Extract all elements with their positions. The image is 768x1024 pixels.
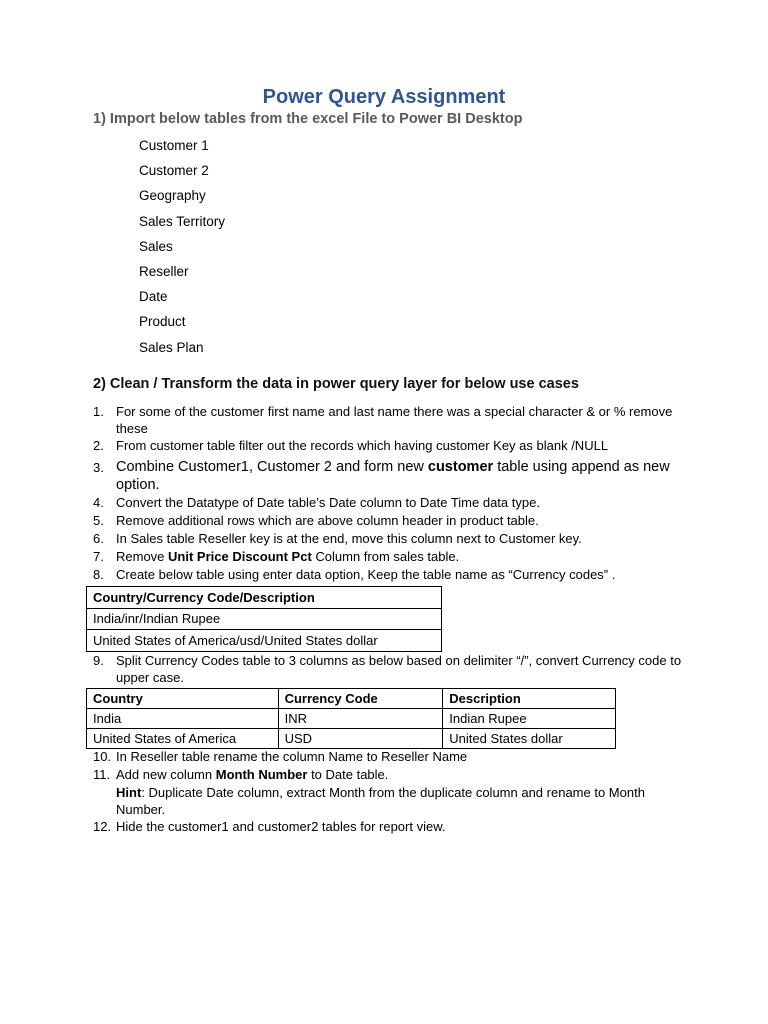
section2-heading: 2) Clean / Transform the data in power query layer for below use cases xyxy=(93,376,579,392)
item-text: Combine Customer1, Customer 2 and form new customer table using append as new option. xyxy=(116,459,670,493)
item-text: Create below table using enter data option, Keep the table name as “Currency codes” . xyxy=(116,567,616,582)
item-number: 6. xyxy=(93,531,104,546)
currency-codes-table xyxy=(86,586,442,652)
table-cell: Indian Rupee xyxy=(443,709,616,729)
item-number: 7. xyxy=(93,549,104,564)
table-row xyxy=(87,630,442,652)
item-number: 4. xyxy=(93,495,104,510)
list-item: Sales Territory xyxy=(139,213,226,229)
table-cell: USD xyxy=(278,729,443,749)
item-number: 12. xyxy=(93,819,112,834)
item-text: Remove additional rows which are above column header in product table. xyxy=(116,513,539,528)
item-number: 11. xyxy=(93,767,111,782)
item-text: Add new column Month Number to Date table. xyxy=(116,767,389,782)
hint-text: Hint: Duplicate Date column, extract Month from the duplicate column and rename to Month Number. xyxy=(116,785,645,817)
hint-label: Hint xyxy=(116,785,142,800)
item-text: In Reseller table rename the column Name to Reseller Name xyxy=(116,749,468,764)
item-text: In Sales table Reseller key is at the end, move this column next to Customer key. xyxy=(116,531,582,546)
item-text: Remove Unit Price Discount Pct Column from sales table. xyxy=(116,549,460,564)
item-text: For some of the customer first name and last name there was a special character & or % remove these xyxy=(116,404,673,436)
list-item: Geography xyxy=(139,188,206,204)
item-text: Hide the customer1 and customer2 tables for report view. xyxy=(116,819,446,834)
list-item: Sales xyxy=(139,238,173,254)
list-item: Sales Plan xyxy=(139,339,204,355)
item-number: 3. xyxy=(93,460,104,475)
customer-table-name: customer xyxy=(427,459,494,475)
table-row xyxy=(87,608,442,630)
split-currency-table xyxy=(86,688,616,749)
table-cell: INR xyxy=(278,709,443,729)
list-item: Customer 1 xyxy=(139,138,209,153)
section1-heading: 1) Import below tables from the excel File to Power BI Desktop xyxy=(93,111,523,127)
item-text: From customer table filter out the records which having customer Key as blank /NULL xyxy=(116,438,609,453)
item-number: 10. xyxy=(93,749,112,764)
table-cell: United States dollar xyxy=(443,729,616,749)
table-header-cell: Description xyxy=(443,689,616,709)
item-number: 8. xyxy=(93,567,104,582)
list-item: Customer 2 xyxy=(139,163,209,179)
table-header-cell: Country/Currency Code/Description xyxy=(87,587,442,609)
list-item: Reseller xyxy=(139,263,189,279)
column-name: Month Number xyxy=(215,767,308,782)
item-number: 1. xyxy=(93,404,104,419)
item-number: 5. xyxy=(93,513,104,528)
item-number: 9. xyxy=(93,653,104,668)
table-row xyxy=(87,729,616,749)
table-header-row xyxy=(87,689,616,709)
table-header-cell: Country xyxy=(87,689,279,709)
document-title: Power Query Assignment xyxy=(262,86,506,108)
table-cell: United States of America/usd/United States dollar xyxy=(87,630,442,652)
table-row xyxy=(87,709,616,729)
column-name: Unit Price Discount Pct xyxy=(168,549,312,564)
table-header-cell: Currency Code xyxy=(278,689,443,709)
import-tables-list xyxy=(139,136,225,363)
item-text: Split Currency Codes table to 3 columns as below based on delimiter “/”, convert Currency code to upper case. xyxy=(116,653,682,685)
table-cell: United States of America xyxy=(87,729,279,749)
table-cell: India/inr/Indian Rupee xyxy=(87,608,442,630)
item-number: 2. xyxy=(93,438,104,453)
item-text: Convert the Datatype of Date table’s Date column to Date Time data type. xyxy=(116,495,540,510)
list-item: Product xyxy=(139,314,186,330)
table-cell: India xyxy=(87,709,279,729)
list-item: Date xyxy=(139,289,168,305)
table-row xyxy=(87,587,442,609)
